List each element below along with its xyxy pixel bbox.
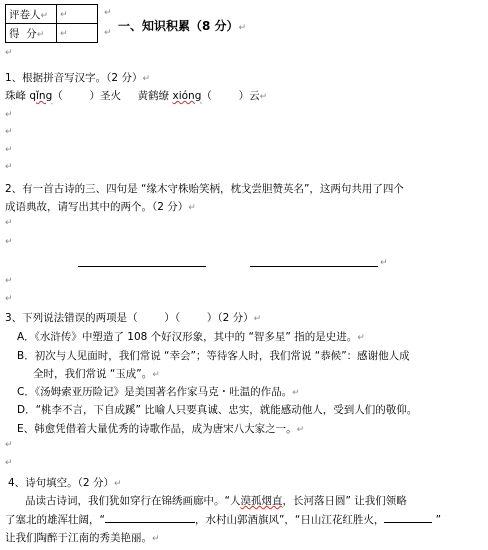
q2-line-2: 成语典故，请写出其中的两个。（2 分）↵ [5, 201, 196, 213]
return-mark: ↵ [5, 237, 13, 247]
return-mark: ↵ [5, 458, 13, 468]
q3-option-b-cont: 全时，我们常说 “玉成”。↵ [33, 368, 160, 380]
q3-option-c: C．《汤姆索亚历险记》是美国著名作家马克・吐温的作品。↵ [17, 386, 300, 398]
grader-label: 评卷人↵ [6, 5, 57, 24]
return-mark: ↵ [5, 440, 13, 450]
q2-line-1: 2、有一首古诗的三、四句是 “缘木守株贻笑柄，枕戈尝胆赞英名”，这两句共用了四个 [5, 183, 404, 195]
q4-stem: 4、诗句填空。（2 分）↵ [8, 477, 122, 489]
q3-stem: 3、下列说法错误的两项是（ ）（ ）（2 分）↵ [5, 312, 262, 324]
return-mark: ↵ [104, 8, 112, 18]
return-mark: ↵ [104, 28, 112, 38]
section-title: 一、知识积累（8 分）↵ [118, 19, 247, 33]
answer-blank-2[interactable] [250, 266, 378, 267]
q1-pinyin-line: 珠峰 qǐng（ ）圣火 黄鹤缭 xióng（ ）云↵ [5, 90, 268, 102]
score-label: 得 分↵ [6, 24, 57, 43]
return-mark: ↵ [5, 145, 13, 155]
q1-stem: 1、根据拼音写汉字。（2 分）↵ [5, 72, 150, 84]
return-mark: ↵ [380, 258, 388, 268]
poem-blank-1[interactable] [105, 511, 195, 523]
return-mark: ↵ [5, 127, 13, 137]
return-mark: ↵ [5, 110, 13, 120]
return-mark: ↵ [5, 48, 13, 58]
q4-line-2: 了塞北的雄浑壮阔，“ ，水村山郭酒旗风”，“日山江花红胜火， ” [5, 511, 441, 523]
return-mark: ↵ [5, 218, 13, 228]
q4-line-1: 品读古诗词，我们犹如穿行在锦绣画廊中。“人漠孤烟直，长河落日圆” 让我们领略 [25, 495, 407, 507]
return-mark: ↵ [5, 162, 13, 172]
q3-option-b: B．初次与人见面时，我们常说 “幸会”；等待客人时，我们常说 “恭候”：感谢他人成 [17, 350, 410, 362]
q3-option-a: A．《水浒传》中塑造了 108 个好汉形象，其中的 “智多星” 指的是史进。↵ [17, 331, 365, 343]
score-value[interactable]: ↵ [57, 24, 98, 43]
return-mark: ↵ [5, 294, 13, 304]
grader-value[interactable]: ↵ [57, 5, 98, 24]
score-table [5, 4, 98, 43]
q3-option-d: D．“桃李不言，下自成蹊” 比喻人只要真诚、忠实，就能感动他人，受到人们的敬仰。 [17, 404, 418, 416]
answer-blank-1[interactable] [78, 266, 206, 267]
poem-blank-2[interactable] [384, 511, 432, 523]
q3-option-e: E、韩愈凭借着大量优秀的诗歌作品，成为唐宋八大家之一。↵ [17, 423, 305, 435]
return-mark: ↵ [5, 276, 13, 286]
q4-line-3: 让我们陶醉于江南的秀美艳丽。↵ [5, 532, 160, 544]
